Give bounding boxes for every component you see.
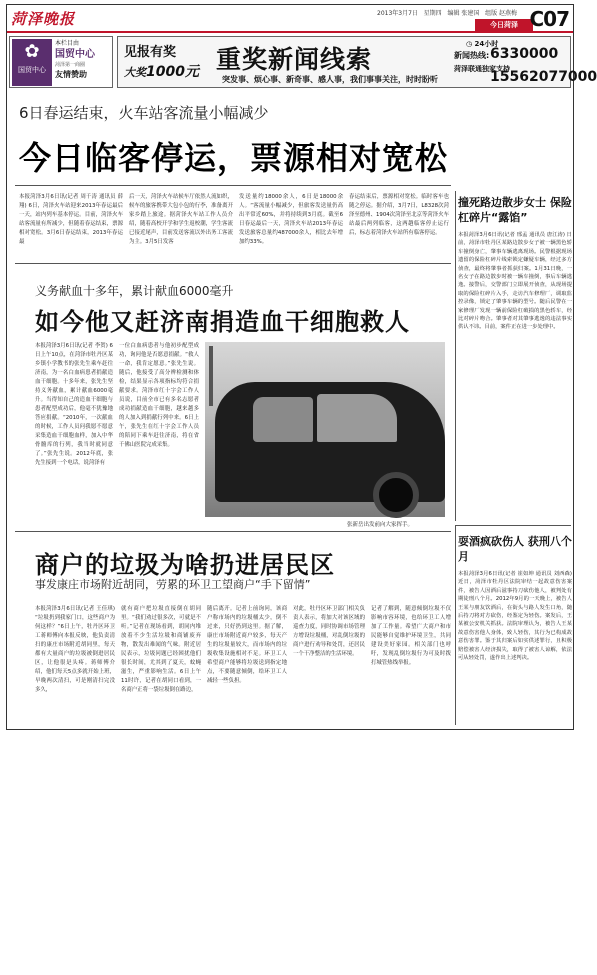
story1-headline: 今日临客停运，票源相对宽松	[19, 139, 449, 177]
story3-subhead: 事发康庄市场附近胡同，劳累的环卫工望商户“手下留情”	[35, 578, 311, 591]
story3-col3: 随后离开。记者上前询问，该商户称市场内的垃圾桶太少，倒不过来，只好扔到这里。据了解，康庄市场附近商户较多，每天产生的垃圾量较大，而市场内的垃圾收集设施相对不足。环卫工人希望商户能够将垃圾送到指定地点，不要随意倾倒，给环卫工人减轻一些负担。	[207, 606, 287, 684]
divider	[15, 185, 451, 186]
sponsor-line1: 本栏目由	[55, 40, 80, 47]
sidebar1-headline: 撞死路边散步女士 保险杠碎片“露馅”	[458, 196, 572, 224]
sidebar1-text: 本报菏泽3月6日讯(记者 邢孟 通讯员 唐江涛) 日前，菏泽市牡丹区某路边散步女子被一辆黑色轿车撞倒身亡，肇事车辆逃离现场。民警根据现场遗留的保险杠碎片线索锁定嫌疑车辆，经过多方侦查，最终将肇事者抓获归案。1月31日晚，一名女子在路边散步时被一辆车撞倒，事后车辆逃逸。接警后，交警部门立即展开侦查，从现场提取的保险杠碎片入手，走访汽车修理厂，调取监控录像，锁定了肇事车辆的型号。随后民警在一家修理厂发现一辆前保险杠破损的黑色轿车，经比对碎片吻合。肇事者对其肇事逃逸的违法事实供认不讳。目前，案件正在进一步处理中。	[458, 232, 572, 331]
story3-col2: 就有商户把垃圾直接倒在胡同里。“我们劝过很多次，可就是不听。”记者在现场看到，胡同内堆放着不少生活垃圾和商铺废弃物，散发出难闻的气味。附近居民表示，垃圾问题已经困扰他们很长时间，尤其到了夏天，蚊蝇滋生，严重影响生活。6日上午11时许，记者在胡同口看到，一名商户正将一袋垃圾倒在路边，	[121, 606, 201, 693]
sponsor-box	[9, 36, 113, 88]
ad-subtitle: 突发事、烦心事、新奇事、感人事，我们事事关注，时时盼听	[222, 75, 438, 84]
newspaper-page	[6, 4, 597, 730]
sponsor-name: 国贸中心	[55, 49, 95, 60]
story2-col2: 一位白血病患者与他初步配型成功，询问他是否愿意捐献。“救人一命，我肯定愿意。”张先生说。随后，他接受了高分辨检测和体检，结果显示各项指标均符合捐献要求。菏泽市红十字会工作人员说，目前全市已有多名志愿者成功捐献造血干细胞，越来越多的人加入到捐献行列中来。6日上午，张先生在红十字会工作人员的陪同下乘车赶往济南，将在省千佛山医院完成采集。	[119, 343, 199, 448]
vertical-divider	[455, 525, 456, 725]
flower-icon: ✿	[24, 41, 40, 62]
story3-headline: 商户的垃圾为啥扔进居民区	[35, 551, 335, 579]
hotline-label: 新闻热线:	[454, 51, 490, 60]
sidebar2-headline: 耍酒疯砍伤人 获刑八个月	[458, 535, 572, 563]
news-tip-ad	[117, 36, 597, 88]
sponsor-logo-text: 国贸中心	[18, 66, 46, 74]
sidebar-story2	[458, 534, 572, 728]
divider	[15, 263, 451, 264]
divider	[455, 525, 571, 526]
car-window	[317, 394, 397, 442]
ad-prize-amount: 1000元	[146, 64, 199, 80]
mobile-phone: 15562077000	[490, 69, 597, 85]
news-photo	[205, 342, 445, 517]
issue-date: 2013年3月7日	[377, 10, 418, 17]
story2-kicker: 义务献血十多年，累计献血6000毫升	[35, 284, 234, 298]
hotline-phone: 6330000	[490, 46, 559, 62]
ad-company: 菏泽联通独家支持	[454, 65, 510, 73]
section-tag: 今日菏泽	[475, 19, 533, 32]
story2-headline: 如今他又赶济南捐造血干细胞救人	[35, 308, 410, 336]
sponsor-text	[55, 39, 113, 79]
story1-col2: 后一天，菏泽火车站候车厅依然人流如织，候车的旅客携带大包小包的行李，准备离开家乡踏上旅途。据菏泽火车站工作人员介绍，随着高校开学和学生返校潮，学生客流已接近尾声，目前发送客流以外出务工客流为主。3月5日发客	[129, 194, 233, 245]
photo-caption: 张新岳出发前向大家挥手。	[347, 522, 414, 528]
ad-mark2	[124, 61, 199, 81]
car-wheel	[373, 472, 419, 518]
divider	[15, 531, 451, 532]
ad-mark1: 见报有奖	[124, 45, 177, 60]
issue-weekday: 星期四	[423, 10, 442, 17]
ad-title: 重奖新闻线索	[216, 45, 373, 74]
story3-col5: 记者了解到，随意倾倒垃圾不仅影响市容环境，也给环卫工人增加了工作量。希望广大商户和市民能够自觉维护环境卫生，共同建设美好家园。相关部门也呼吁，发现乱倒垃圾行为可及时拨打城管热线举报。	[371, 606, 451, 666]
issue-meta	[377, 8, 517, 17]
design-credit: 组版 赵燕梅	[485, 10, 518, 17]
car-window	[253, 397, 313, 442]
story3-col4: 对此，牡丹区环卫部门相关负责人表示，将加大对该区域的巡查力度，同时协调市场管理方增设垃圾桶，对乱倒垃圾的商户进行劝导和处罚，还居民一个干净整洁的生活环境。	[293, 606, 365, 657]
tree-shape	[209, 346, 213, 406]
story1-kicker: 6日春运结束，火车站客流量小幅减少	[19, 104, 269, 122]
story1-col1: 本报菏泽3月6日讯(记者 周千涛 通讯员 薛翔) 6日，菏泽火车站迎来2013年春运最后一天，站内列车基本停运。目前，菏泽火车站客流量有所减少，但随着春运结束，票源相对宽松。3月6日春运结束，2013年春运最	[19, 194, 123, 245]
ad-row	[9, 36, 597, 88]
masthead	[7, 5, 573, 33]
editor-credit: 编辑 张建国	[447, 10, 480, 17]
sponsor-line4: 友情赞助	[55, 70, 87, 79]
story2-col1: 本报菏泽3月6日讯(记者 李贺) 6日上午10点，在菏泽市牡丹区某乡镇小学教书的张先生乘车赶往济南，为一名白血病患者捐献造血干细胞。十多年来，张先生坚持义务献血，累计献血6000毫升。当得知自己的造血干细胞与患者配型成功后，他毫不犹豫地答应捐献。“2010年，一次献血的时候，工作人员问我愿不愿意采集造血干细胞血样，加入中华骨髓库的行列，我当时就同意了。”张先生说。2012年底，张先生接到一个电话，说菏泽有	[35, 343, 113, 466]
page-number: C07	[529, 7, 569, 31]
ad-prize-prefix: 大奖	[124, 66, 146, 79]
clock-icon: ◷	[466, 40, 473, 48]
ad-hours: ◷ 24小时	[466, 40, 499, 48]
story3-col1: 本报菏泽3月6日讯(记者 王佳琪) “垃圾扔到我家门口，这些商户为何这样？”6日上午，牡丹区环卫工蒋师傅向本报反映，他负责清扫的康庄市场附近胡同里，每天都有大量商户的垃圾被倒进居民区，让他很是头疼。蒋师傅介绍，他们每天5点多就开始上班，早晚两次清扫，可是刚清扫完没多久，	[35, 606, 115, 693]
story1-col3: 发送量约18000余人，6日是18000余人。“客流量小幅减少，但旅客发送量仍高出平常近60%，并将持续到3月底。截至6日春运最后一天，菏泽火车站2013年春运发送旅客总量约487000余人，相比去年增加约33%。	[239, 194, 343, 245]
sponsor-tagline: 菏泽第一商圈	[55, 62, 86, 68]
newspaper-logo: 菏泽晚报	[11, 10, 76, 28]
sidebar-story1	[458, 195, 572, 521]
sidebar2-text: 本报菏泽3月6日讯(记者 崔如坤 通讯员 刘西森) 近日，菏泽市牡丹区法院审结一起故意伤害案件，被告人因酒后滋事持刀砍伤他人，被判处有期徒刑八个月。2012年9月的一天晚上，被告人王某与朋友饮酒后，在街头与路人发生口角，随后持刀将对方砍伤，经鉴定为轻伤。案发后，王某被公安机关抓获。法院审理认为，被告人王某故意伤害他人身体，致人轻伤，其行为已构成故意伤害罪。鉴于其归案后如实供述罪行，且积极赔偿被害人经济损失，取得了被害人谅解，依法可从轻处罚，遂作出上述判决。	[458, 571, 572, 662]
sponsor-logo	[12, 39, 52, 86]
vertical-divider	[455, 191, 456, 521]
story1-col4: 春运结束后，票源相对宽松。临时客车也随之停运。据介绍，3月7日，L8328次菏泽至德州、1904次菏泽至北京等菏泽火车站最后两列临客，这两趟临客停止运行后，标志着菏泽火车站所有临客停运。	[349, 194, 449, 236]
